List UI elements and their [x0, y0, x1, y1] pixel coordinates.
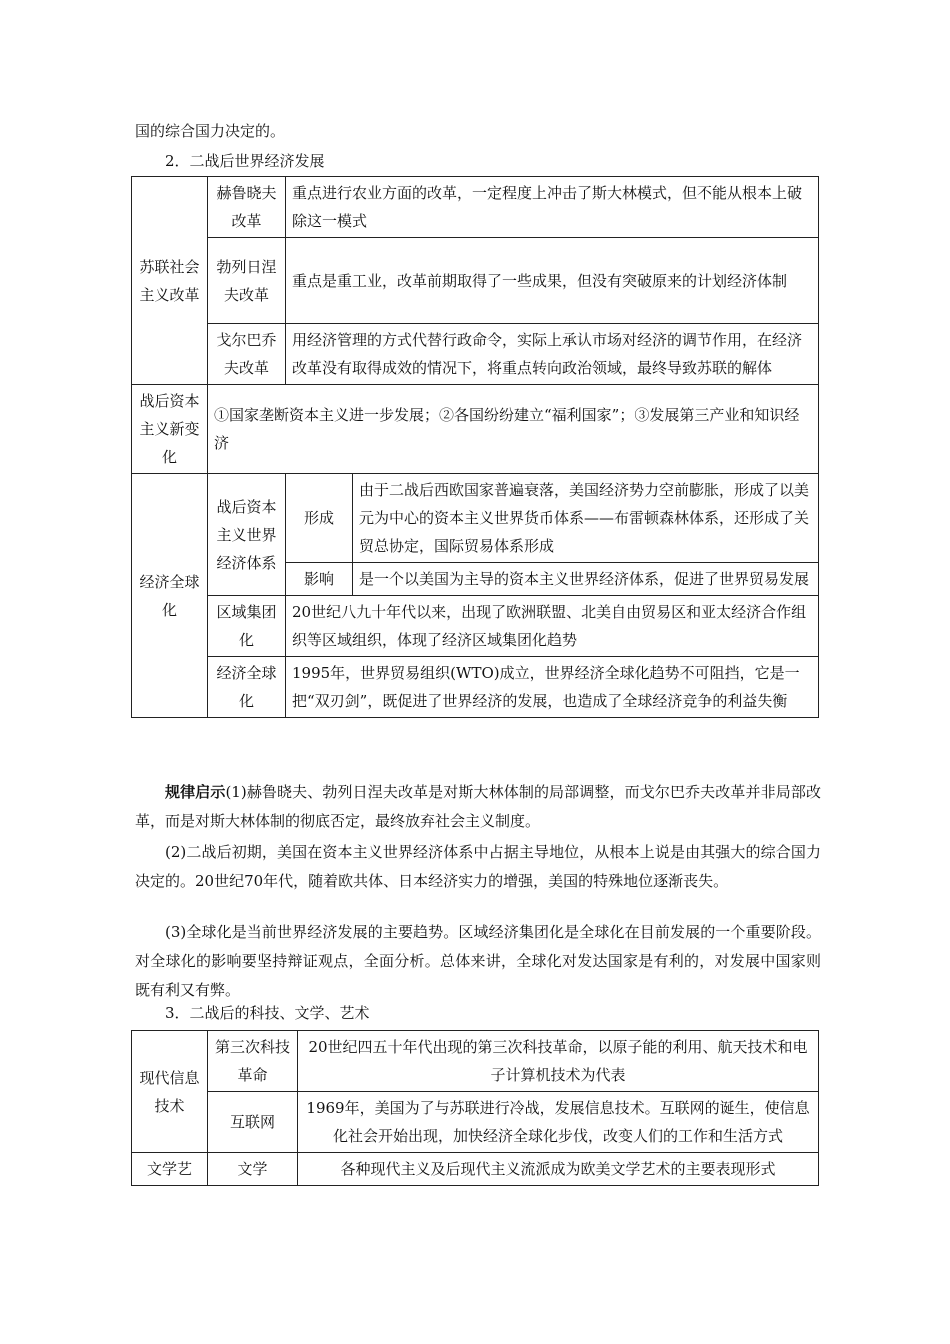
cell-formation: 形成	[286, 474, 353, 563]
cell-capitalism-change: 战后资本主义新变化	[132, 385, 208, 474]
cell-globalization: 经济全球化	[132, 474, 208, 718]
cell-khrushchev: 赫鲁晓夫改革	[208, 177, 286, 238]
insight-paragraph-3: (3)全球化是当前世界经济发展的主要趋势。区域经济集团化是全球化在目前发展的一个重要阶段。对全球化的影响要坚持辩证观点，全面分析。总体来讲，全球化对发达国家是有利的，对发展中国家则既有利又有弊。	[135, 923, 821, 999]
insight-label: 规律启示	[165, 783, 226, 801]
cell-literature-desc: 各种现代主义及后现代主义流派成为欧美文学艺术的主要表现形式	[298, 1153, 819, 1186]
cell-third-rev-desc: 20世纪四五十年代出现的第三次科技革命，以原子能的利用、航天技术和电子计算机技术为代表	[298, 1031, 819, 1092]
cell-internet-desc: 1969年，美国为了与苏联进行冷战，发展信息技术。互联网的诞生，使信息化社会开始出现，加快经济全球化步伐，改变人们的工作和生活方式	[298, 1092, 819, 1153]
cell-econ-global-desc: 1995年，世界贸易组织(WTO)成立，世界经济全球化趋势不可阻挡，它是一把“双刃剑”，既促进了世界经济的发展，也造成了全球经济竞争的利益失衡	[286, 657, 819, 718]
cell-modern-it: 现代信息技术	[132, 1031, 208, 1153]
postwar-tech-table	[131, 1030, 819, 1186]
cell-gorbachev: 戈尔巴乔夫改革	[208, 324, 286, 385]
cell-soviet-reform: 苏联社会主义改革	[132, 177, 208, 385]
intro-line: 国的综合国力决定的。	[135, 122, 286, 140]
cell-influence: 影响	[286, 563, 353, 596]
section3-title: 3．二战后的科技、文学、艺术	[165, 1004, 370, 1022]
postwar-economy-table	[131, 176, 819, 718]
cell-influence-desc: 是一个以美国为主导的资本主义世界经济体系，促进了世界贸易发展	[353, 563, 819, 596]
cell-third-rev: 第三次科技革命	[208, 1031, 298, 1092]
cell-lit-art: 文学艺	[132, 1153, 208, 1186]
section2-title: 2．二战后世界经济发展	[165, 152, 325, 170]
cell-econ-global: 经济全球化	[208, 657, 286, 718]
cell-gorbachev-desc: 用经济管理的方式代替行政命令，实际上承认市场对经济的调节作用，在经济改革没有取得成效的情况下，将重点转向政治领域，最终导致苏联的解体	[286, 324, 819, 385]
insight-paragraph-2: (2)二战后初期，美国在资本主义世界经济体系中占据主导地位，从根本上说是由其强大的综合国力决定的。20世纪70年代，随着欧共体、日本经济实力的增强，美国的特殊地位逐渐丧失。	[135, 843, 821, 890]
cell-formation-desc: 由于二战后西欧国家普遍衰落，美国经济势力空前膨胀，形成了以美元为中心的资本主义世界货币体系——布雷顿森林体系，还形成了关贸总协定，国际贸易体系形成	[353, 474, 819, 563]
cell-regional: 区域集团化	[208, 596, 286, 657]
cell-khrushchev-desc: 重点进行农业方面的改革，一定程度上冲击了斯大林模式，但不能从根本上破除这一模式	[286, 177, 819, 238]
cell-brezhnev: 勃列日涅夫改革	[208, 238, 286, 324]
insight-p1-text: (1)赫鲁晓夫、勃列日涅夫改革是对斯大林体制的局部调整，而戈尔巴乔夫改革并非局部改革，而是对斯大林体制的彻底否定，最终放弃社会主义制度。	[135, 783, 821, 830]
cell-internet: 互联网	[208, 1092, 298, 1153]
cell-capitalism-change-desc: ①国家垄断资本主义进一步发展；②各国纷纷建立“福利国家”；③发展第三产业和知识经济	[208, 385, 819, 474]
cell-regional-desc: 20世纪八九十年代以来，出现了欧洲联盟、北美自由贸易区和亚太经济合作组织等区域组织，体现了经济区域集团化趋势	[286, 596, 819, 657]
cell-brezhnev-desc: 重点是重工业，改革前期取得了一些成果，但没有突破原来的计划经济体制	[286, 238, 819, 324]
cell-literature: 文学	[208, 1153, 298, 1186]
insight-paragraph-1	[135, 778, 821, 836]
cell-postwar-system: 战后资本主义世界经济体系	[208, 474, 286, 596]
